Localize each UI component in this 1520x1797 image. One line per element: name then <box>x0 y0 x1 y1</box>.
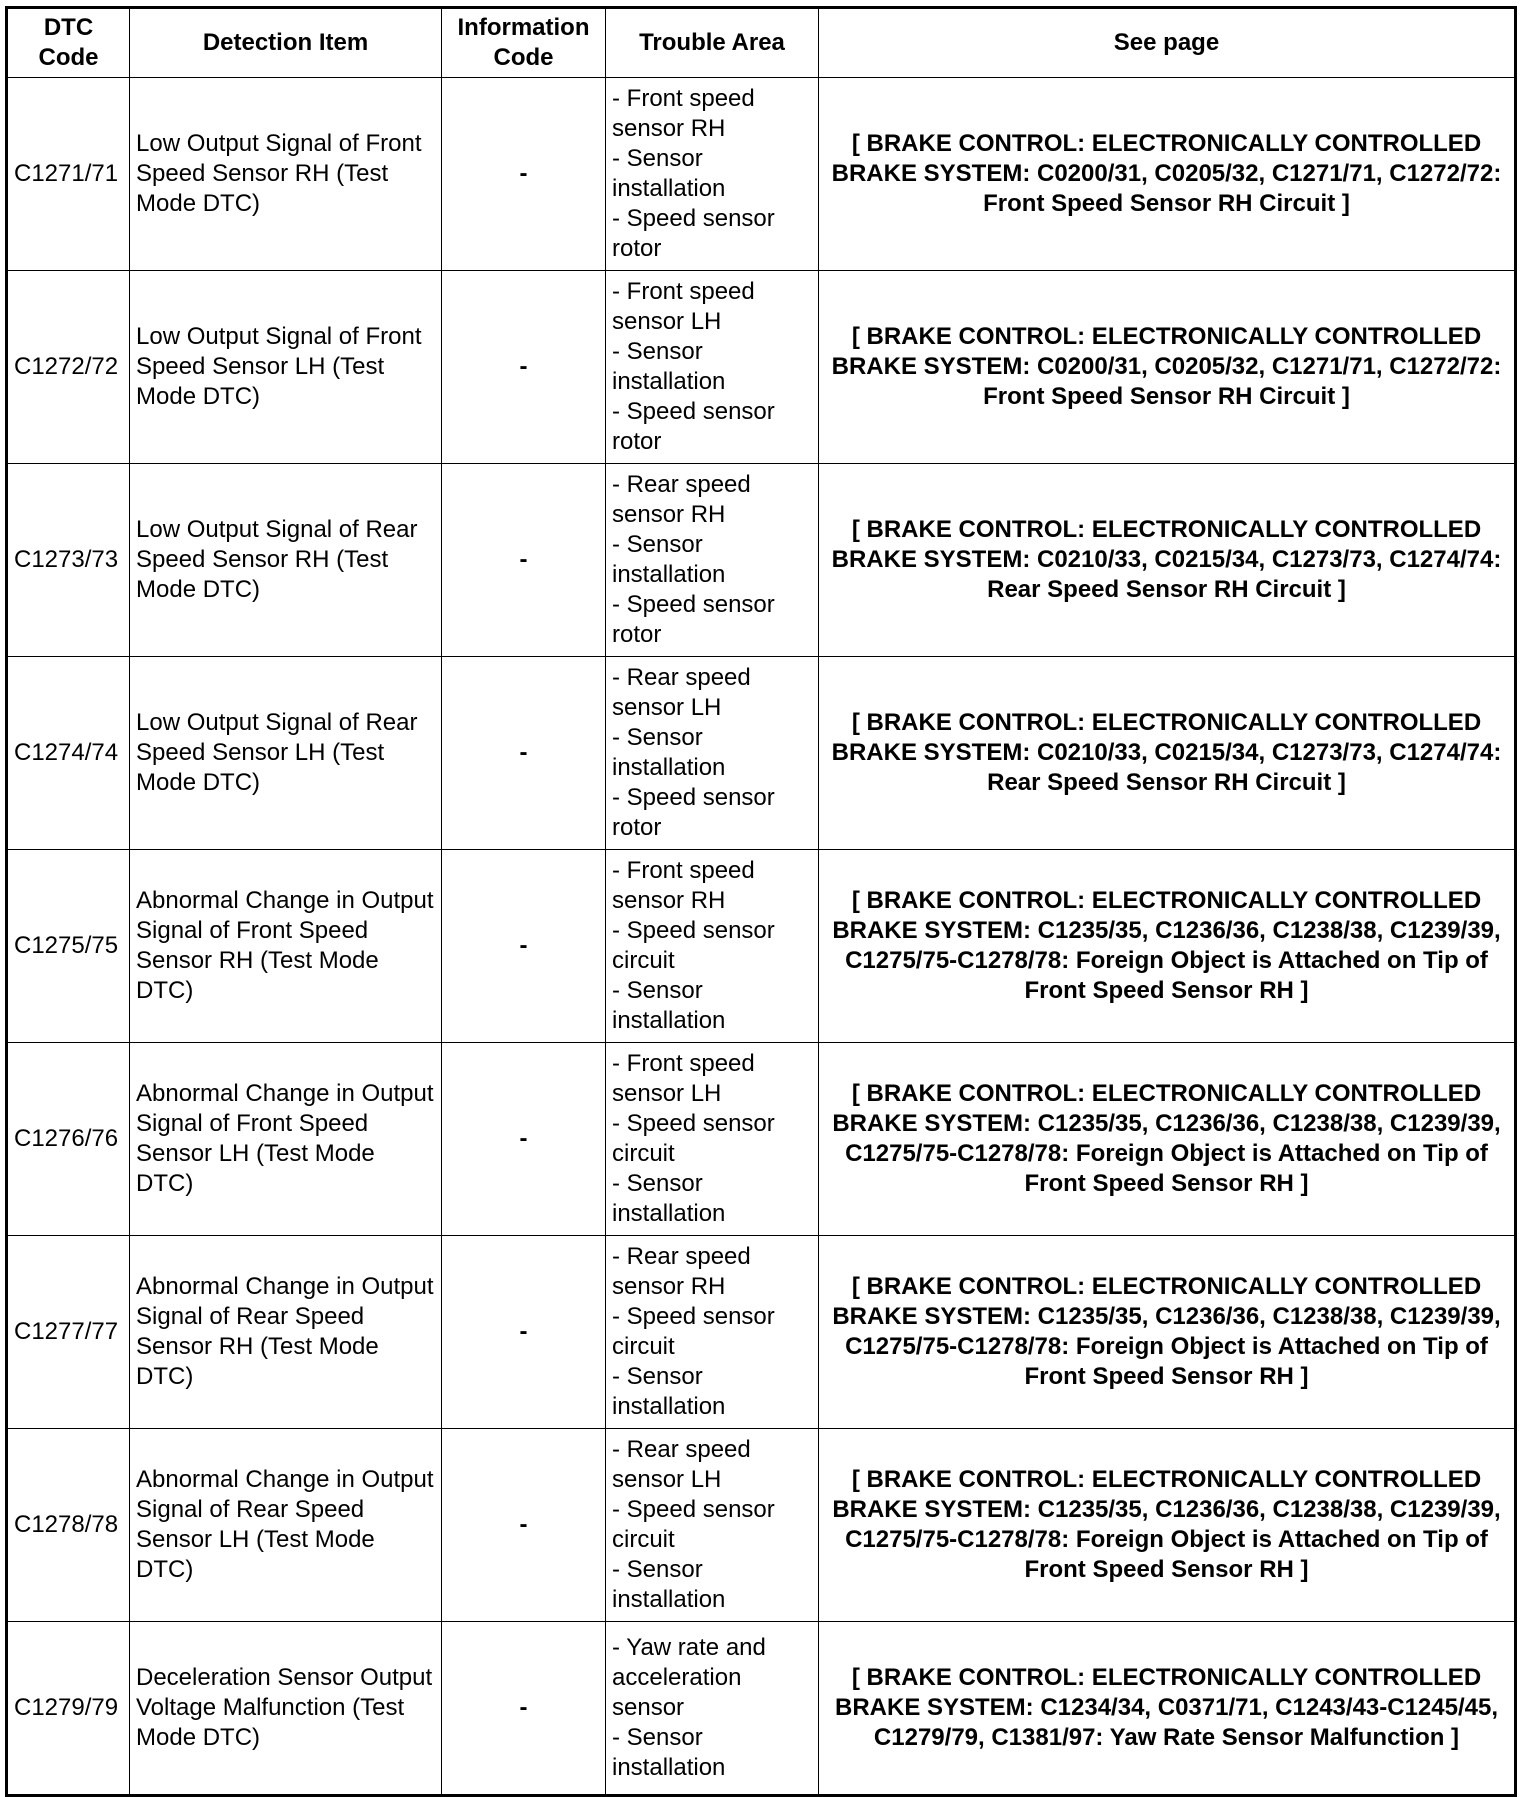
trouble-area-line: - Sensor installation <box>612 1363 726 1420</box>
trouble-area-line: - Front speed sensor RH <box>612 857 755 914</box>
information-code-cell: - <box>442 1043 606 1236</box>
information-code-cell: - <box>442 1622 606 1796</box>
information-code-cell: - <box>442 1236 606 1429</box>
see-page-link[interactable]: [ BRAKE CONTROL: ELECTRONICALLY CONTROLLED BRAKE SYSTEM: C0200/31, C0205/32, C1271/71, C1272/72: Front Speed Sensor RH Circuit ] <box>819 78 1516 271</box>
dtc-code-cell: C1276/76 <box>7 1043 130 1236</box>
trouble-area-cell <box>606 78 819 271</box>
dtc-code-cell: C1274/74 <box>7 657 130 850</box>
detection-item-cell: Low Output Signal of Front Speed Sensor LH (Test Mode DTC) <box>130 271 442 464</box>
detection-item-cell: Abnormal Change in Output Signal of Front Speed Sensor LH (Test Mode DTC) <box>130 1043 442 1236</box>
information-code-cell: - <box>442 78 606 271</box>
see-page-link[interactable]: [ BRAKE CONTROL: ELECTRONICALLY CONTROLLED BRAKE SYSTEM: C1235/35, C1236/36, C1238/38, C1239/39, C1275/75-C1278/78: Foreign Object is Attached on Tip of Front Speed Sensor RH ] <box>819 1429 1516 1622</box>
trouble-area-line: - Front speed sensor LH <box>612 1050 755 1107</box>
trouble-area-line: - Speed sensor rotor <box>612 205 775 262</box>
trouble-area-line: - Speed sensor rotor <box>612 591 775 648</box>
information-code-cell: - <box>442 464 606 657</box>
see-page-link[interactable]: [ BRAKE CONTROL: ELECTRONICALLY CONTROLLED BRAKE SYSTEM: C1235/35, C1236/36, C1238/38, C1239/39, C1275/75-C1278/78: Foreign Object is Attached on Tip of Front Speed Sensor RH ] <box>819 1043 1516 1236</box>
table-header-row <box>7 8 1516 78</box>
trouble-area-line: - Sensor installation <box>612 338 726 395</box>
table-row <box>7 1429 1516 1622</box>
trouble-area-line: - Speed sensor rotor <box>612 784 775 841</box>
trouble-area-line: - Sensor installation <box>612 1170 726 1227</box>
table-row <box>7 1043 1516 1236</box>
trouble-area-line: - Sensor installation <box>612 145 726 202</box>
dtc-code-cell: C1278/78 <box>7 1429 130 1622</box>
table-row <box>7 271 1516 464</box>
dtc-code-cell: C1271/71 <box>7 78 130 271</box>
header-trouble-area: Trouble Area <box>606 8 819 78</box>
dtc-code-cell: C1272/72 <box>7 271 130 464</box>
header-see-page: See page <box>819 8 1516 78</box>
trouble-area-cell <box>606 464 819 657</box>
trouble-area-line: - Sensor installation <box>612 531 726 588</box>
trouble-area-line: - Speed sensor circuit <box>612 917 775 974</box>
see-page-link[interactable]: [ BRAKE CONTROL: ELECTRONICALLY CONTROLLED BRAKE SYSTEM: C1235/35, C1236/36, C1238/38, C1239/39, C1275/75-C1278/78: Foreign Object is Attached on Tip of Front Speed Sensor RH ] <box>819 1236 1516 1429</box>
table-row <box>7 1622 1516 1796</box>
trouble-area-line: - Rear speed sensor LH <box>612 1436 751 1493</box>
trouble-area-line: - Rear speed sensor LH <box>612 664 751 721</box>
dtc-code-cell: C1273/73 <box>7 464 130 657</box>
trouble-area-cell <box>606 1622 819 1796</box>
dtc-table <box>5 6 1517 1797</box>
header-detection-item: Detection Item <box>130 8 442 78</box>
trouble-area-line: - Sensor installation <box>612 977 726 1034</box>
trouble-area-line: - Rear speed sensor RH <box>612 1243 751 1300</box>
information-code-cell: - <box>442 850 606 1043</box>
trouble-area-line: - Front speed sensor RH <box>612 85 755 142</box>
trouble-area-line: - Yaw rate and acceleration sensor <box>612 1634 766 1721</box>
table-row <box>7 1236 1516 1429</box>
detection-item-cell: Low Output Signal of Front Speed Sensor RH (Test Mode DTC) <box>130 78 442 271</box>
trouble-area-line: - Sensor installation <box>612 724 726 781</box>
detection-item-cell: Abnormal Change in Output Signal of Rear Speed Sensor LH (Test Mode DTC) <box>130 1429 442 1622</box>
trouble-area-cell <box>606 850 819 1043</box>
detection-item-cell: Deceleration Sensor Output Voltage Malfunction (Test Mode DTC) <box>130 1622 442 1796</box>
trouble-area-line: - Speed sensor circuit <box>612 1303 775 1360</box>
header-dtc-code: DTC Code <box>7 8 130 78</box>
trouble-area-line: - Speed sensor circuit <box>612 1496 775 1553</box>
trouble-area-line: - Speed sensor circuit <box>612 1110 775 1167</box>
trouble-area-line: - Speed sensor rotor <box>612 398 775 455</box>
see-page-link[interactable]: [ BRAKE CONTROL: ELECTRONICALLY CONTROLLED BRAKE SYSTEM: C0210/33, C0215/34, C1273/73, C1274/74: Rear Speed Sensor RH Circuit ] <box>819 464 1516 657</box>
trouble-area-line: - Sensor installation <box>612 1556 726 1613</box>
see-page-link[interactable]: [ BRAKE CONTROL: ELECTRONICALLY CONTROLLED BRAKE SYSTEM: C1235/35, C1236/36, C1238/38, C1239/39, C1275/75-C1278/78: Foreign Object is Attached on Tip of Front Speed Sensor RH ] <box>819 850 1516 1043</box>
trouble-area-line: - Sensor installation <box>612 1724 726 1781</box>
see-page-link[interactable]: [ BRAKE CONTROL: ELECTRONICALLY CONTROLLED BRAKE SYSTEM: C0210/33, C0215/34, C1273/73, C1274/74: Rear Speed Sensor RH Circuit ] <box>819 657 1516 850</box>
table-row <box>7 464 1516 657</box>
see-page-link[interactable]: [ BRAKE CONTROL: ELECTRONICALLY CONTROLLED BRAKE SYSTEM: C1234/34, C0371/71, C1243/43-C1245/45, C1279/79, C1381/97: Yaw Rate Sensor Malfunction ] <box>819 1622 1516 1796</box>
dtc-code-cell: C1275/75 <box>7 850 130 1043</box>
dtc-code-cell: C1279/79 <box>7 1622 130 1796</box>
trouble-area-line: - Front speed sensor LH <box>612 278 755 335</box>
see-page-link[interactable]: [ BRAKE CONTROL: ELECTRONICALLY CONTROLLED BRAKE SYSTEM: C0200/31, C0205/32, C1271/71, C1272/72: Front Speed Sensor RH Circuit ] <box>819 271 1516 464</box>
trouble-area-cell <box>606 271 819 464</box>
table-row <box>7 657 1516 850</box>
detection-item-cell: Abnormal Change in Output Signal of Front Speed Sensor RH (Test Mode DTC) <box>130 850 442 1043</box>
table-row <box>7 78 1516 271</box>
trouble-area-cell <box>606 1043 819 1236</box>
information-code-cell: - <box>442 657 606 850</box>
information-code-cell: - <box>442 271 606 464</box>
table-row <box>7 850 1516 1043</box>
detection-item-cell: Abnormal Change in Output Signal of Rear Speed Sensor RH (Test Mode DTC) <box>130 1236 442 1429</box>
detection-item-cell: Low Output Signal of Rear Speed Sensor LH (Test Mode DTC) <box>130 657 442 850</box>
trouble-area-line: - Rear speed sensor RH <box>612 471 751 528</box>
detection-item-cell: Low Output Signal of Rear Speed Sensor RH (Test Mode DTC) <box>130 464 442 657</box>
trouble-area-cell <box>606 1236 819 1429</box>
trouble-area-cell <box>606 1429 819 1622</box>
information-code-cell: - <box>442 1429 606 1622</box>
dtc-code-cell: C1277/77 <box>7 1236 130 1429</box>
trouble-area-cell <box>606 657 819 850</box>
header-information-code: Information Code <box>442 8 606 78</box>
